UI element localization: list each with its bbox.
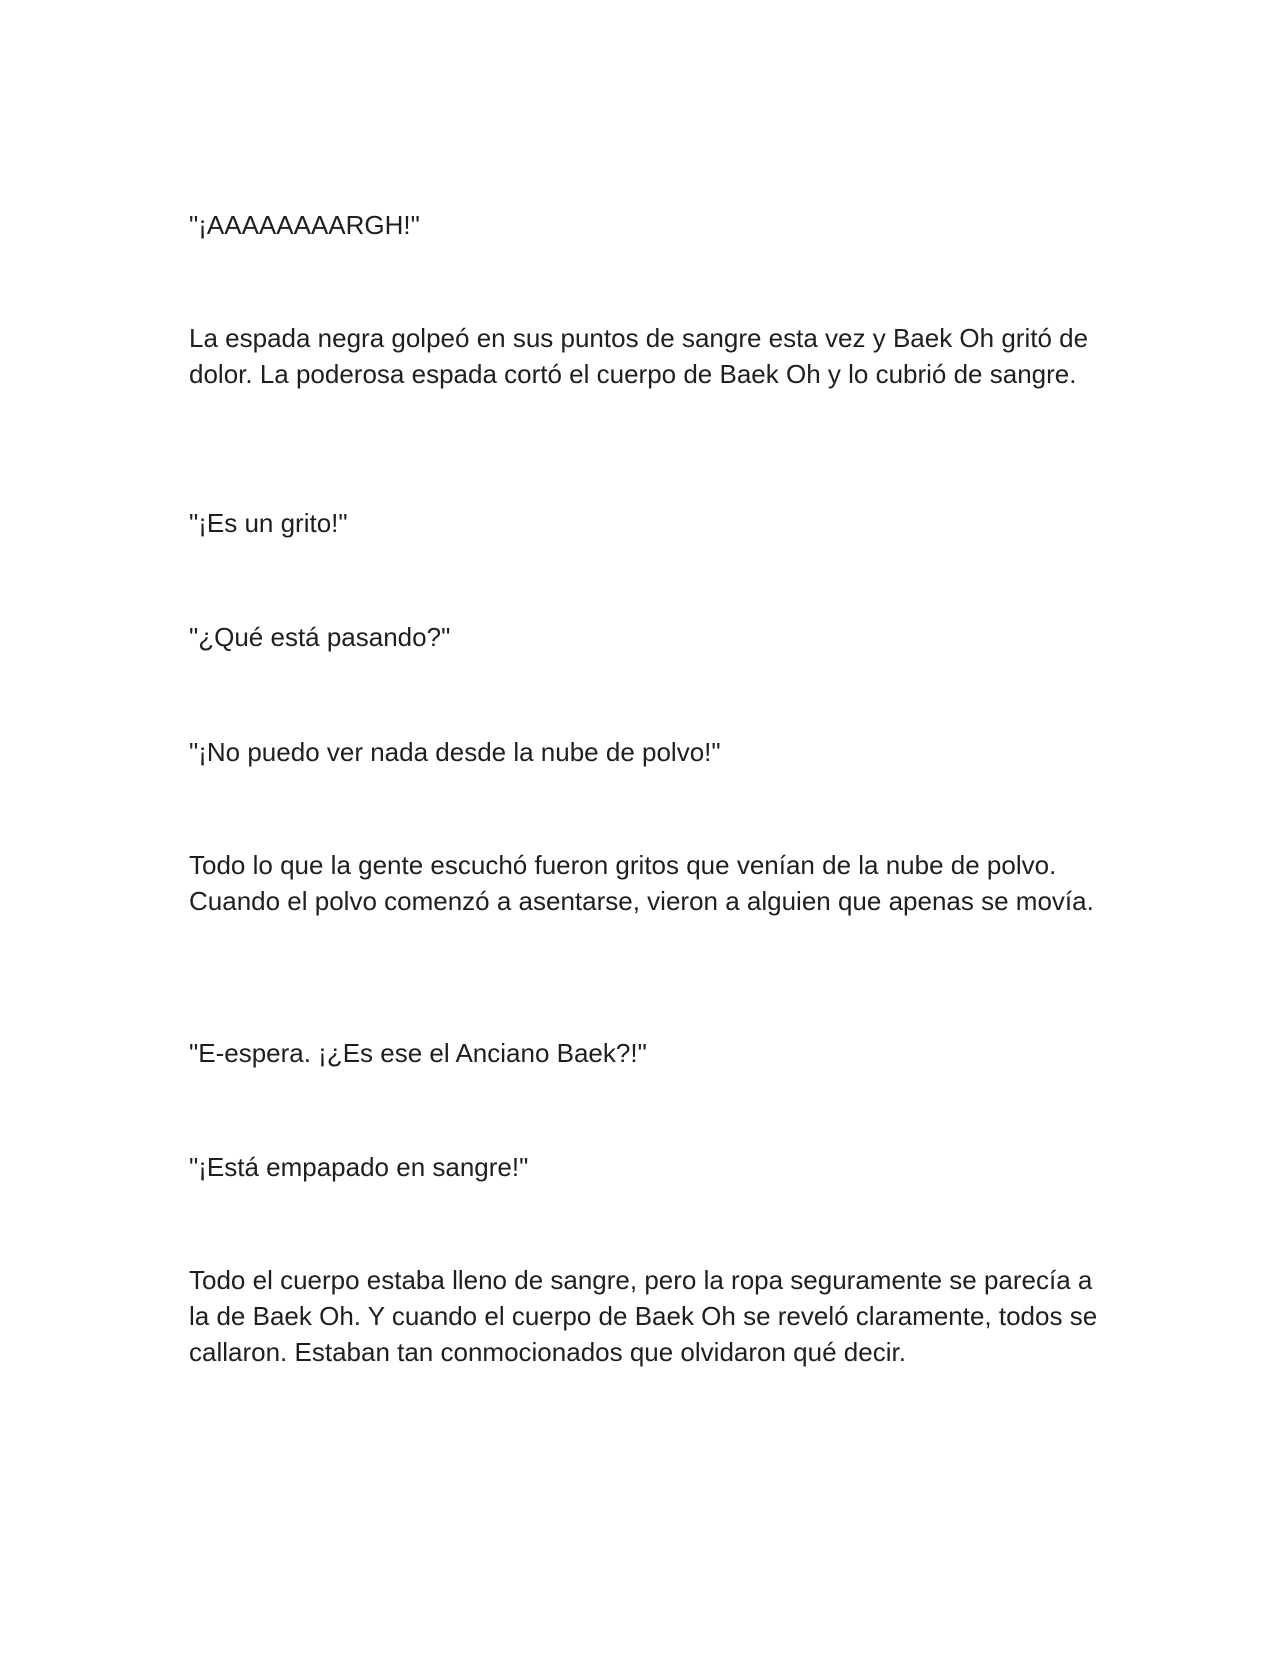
paragraph-elder-baek: "E-espera. ¡¿Es ese el Anciano Baek?!" (189, 1038, 647, 1068)
paragraph-cant-see: "¡No puedo ver nada desde la nube de polvo!" (189, 737, 721, 767)
paragraph-dust-settles: Todo lo que la gente escuchó fueron gritos que venían de la nube de polvo. Cuando el polvo comenzó a asentarse, vieron a alguien que apenas se movía. (189, 850, 1094, 916)
paragraph-whats-happening: "¿Qué está pasando?" (189, 622, 451, 652)
paragraph-everyone-silent: Todo el cuerpo estaba lleno de sangre, pero la ropa seguramente se parecía a la de Baek Oh. Y cuando el cuerpo de Baek Oh se reveló claramente, todos se callaron. Estaban tan conmocionados que olvidaron qué decir. (189, 1265, 1098, 1367)
paragraph-soaked-in-blood: "¡Está empapado en sangre!" (189, 1152, 529, 1182)
paragraph-sword-strike: La espada negra golpeó en sus puntos de sangre esta vez y Baek Oh gritó de dolor. La poderosa espada cortó el cuerpo de Baek Oh y lo cubrió de sangre. (189, 323, 1089, 389)
paragraph-scream: "¡AAAAAAAARGH!" (189, 210, 420, 240)
paragraph-its-a-scream: "¡Es un grito!" (189, 508, 348, 538)
